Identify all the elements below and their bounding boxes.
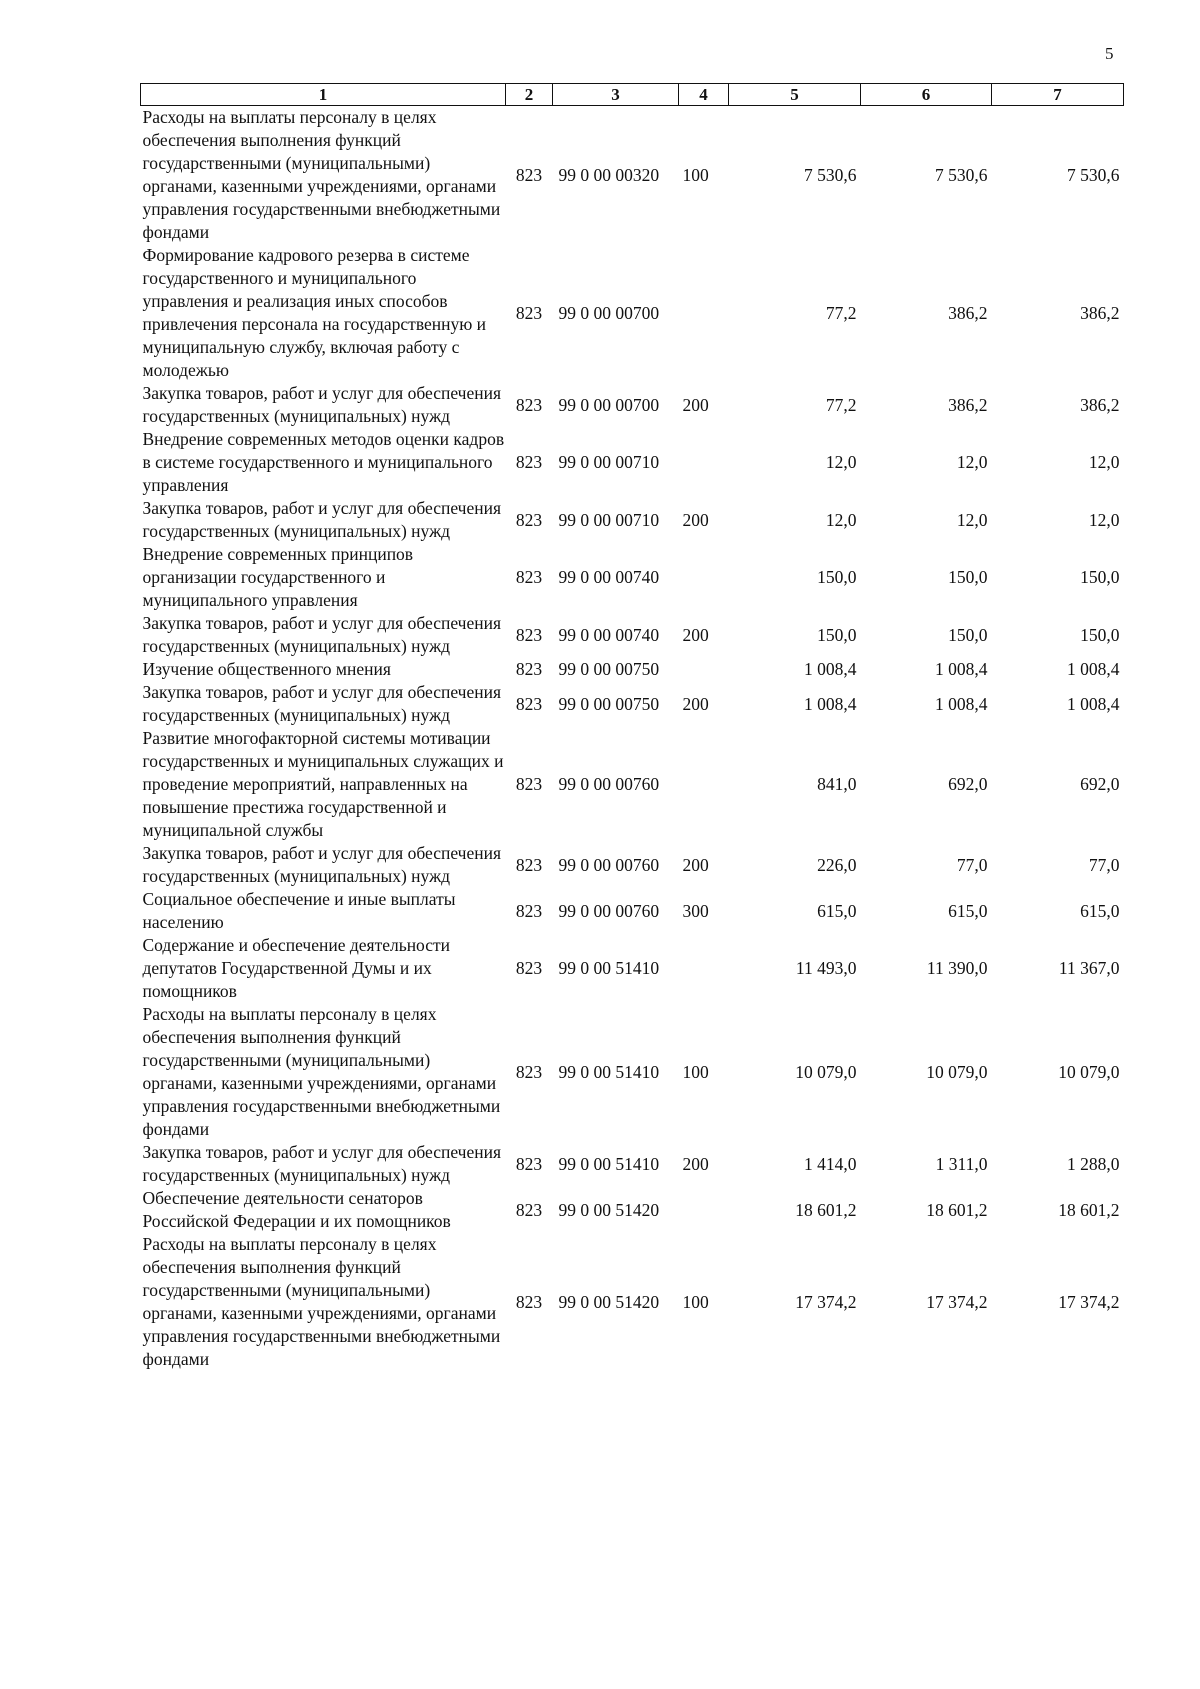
header-row: [141, 84, 1124, 106]
column-header-2: 2: [506, 84, 553, 106]
row-admin-code-cell: 823: [515, 693, 543, 714]
row-admin-code-cell: 823: [515, 164, 543, 185]
column-header-3: 3: [553, 84, 679, 106]
row-admin-code-cell: 823: [515, 958, 543, 978]
column-header-4: 4: [679, 84, 729, 106]
row-amount-col6-cell: 17 374,2: [926, 1291, 988, 1312]
row-amount-col5-cell: 77,2: [825, 302, 857, 323]
row-amount-col5-cell: 1 414,0: [804, 1153, 857, 1174]
row-amount-col6-cell: 7 530,6: [935, 164, 988, 185]
row-name-cell: Содержание и обеспечение деятельности депутатов Государственной Думы и их помощников: [142, 935, 451, 1001]
row-admin-code-cell: 823: [515, 302, 543, 323]
row-name-cell: Внедрение современных методов оценки кадров в системе государственного и муниципального управления: [142, 429, 505, 495]
row-target-article-cell: 99 0 00 00760: [558, 774, 660, 794]
row-admin-code-cell: 823: [515, 1061, 543, 1082]
column-header-5: 5: [729, 84, 861, 106]
table-row: [141, 244, 1124, 382]
row-amount-col5-cell: 12,0: [825, 452, 857, 472]
row-target-article-cell: 99 0 00 00320: [558, 164, 660, 185]
row-amount-col6-cell: 692,0: [948, 774, 988, 794]
row-admin-code-cell: 823: [515, 452, 543, 472]
row-amount-col6-cell: 1 008,4: [935, 659, 988, 679]
row-target-article-cell: 99 0 00 00700: [558, 394, 660, 415]
row-admin-code-cell: 823: [515, 659, 543, 679]
row-amount-col6-cell: 12,0: [956, 452, 988, 472]
row-amount-col5-cell: 17 374,2: [795, 1291, 857, 1312]
row-expense-type-cell: [679, 658, 729, 681]
row-name-cell: Обеспечение деятельности сенаторов Российской Федерации и их помощников: [142, 1188, 451, 1231]
row-admin-code-cell: 823: [515, 1291, 543, 1312]
row-amount-col7-cell: 386,2: [1080, 394, 1120, 415]
row-amount-col6-cell: 10 079,0: [926, 1061, 988, 1082]
row-name-cell: Закупка товаров, работ и услуг для обеспечения государственных (муниципальных) нужд: [142, 682, 502, 725]
row-name-cell: Развитие многофакторной системы мотивации государственных и муниципальных служащих и проведение мероприятий, направленных на повышение престижа государственной и муниципальной службы: [142, 728, 504, 840]
row-amount-col6-cell: 386,2: [948, 302, 988, 323]
table-row: [141, 382, 1124, 428]
row-amount-col7-cell: 1 288,0: [1067, 1153, 1120, 1174]
row-admin-code-cell: 823: [515, 567, 543, 587]
row-name-cell: Формирование кадрового резерва в системе государственного и муниципального управления и реализация иных способов привлечения персонала на государственную и муниципальную службу, включая работу с молодежью: [142, 245, 487, 380]
row-amount-col6-cell: 12,0: [956, 509, 988, 530]
row-expense-type-cell: [679, 1187, 729, 1233]
row-admin-code-cell: 823: [515, 509, 543, 530]
row-name-cell: Расходы на выплаты персоналу в целях обеспечения выполнения функций государственными (муниципальными) органами, казенными учреждениями, органами управления государственными внебюджетными фондами: [142, 1234, 501, 1369]
row-name-cell: Социальное обеспечение и иные выплаты населению: [142, 889, 456, 932]
row-target-article-cell: 99 0 00 51420: [558, 1291, 660, 1312]
row-name-cell: Закупка товаров, работ и услуг для обеспечения государственных (муниципальных) нужд: [142, 613, 502, 656]
row-amount-col6-cell: 150,0: [948, 624, 988, 645]
row-target-article-cell: 99 0 00 00760: [558, 900, 660, 921]
row-name-cell: Закупка товаров, работ и услуг для обеспечения государственных (муниципальных) нужд: [142, 843, 502, 886]
row-amount-col7-cell: 77,0: [1088, 854, 1120, 875]
row-amount-col7-cell: 17 374,2: [1058, 1291, 1120, 1312]
row-expense-type-cell: 200: [682, 509, 709, 530]
row-amount-col6-cell: 11 390,0: [926, 958, 988, 978]
column-header-7: 7: [992, 84, 1124, 106]
table-row: [141, 1003, 1124, 1141]
row-expense-type-cell: [679, 428, 729, 497]
row-amount-col7-cell: 11 367,0: [1058, 958, 1120, 978]
row-name-cell: Внедрение современных принципов организации государственного и муниципального управления: [142, 544, 414, 610]
row-amount-col7-cell: 150,0: [1080, 567, 1120, 587]
table-row: [141, 1187, 1124, 1233]
row-admin-code-cell: 823: [515, 774, 543, 794]
row-expense-type-cell: [679, 543, 729, 612]
row-amount-col6-cell: 615,0: [948, 900, 988, 921]
row-amount-col7-cell: 692,0: [1080, 774, 1120, 794]
row-name-cell: Расходы на выплаты персоналу в целях обеспечения выполнения функций государственными (муниципальными) органами, казенными учреждениями, органами управления государственными внебюджетными фондами: [142, 1004, 501, 1139]
table-row: [141, 1141, 1124, 1187]
row-target-article-cell: 99 0 00 00760: [558, 854, 660, 875]
row-target-article-cell: 99 0 00 00700: [558, 302, 660, 323]
column-header-1: 1: [141, 84, 506, 106]
row-amount-col5-cell: 10 079,0: [795, 1061, 857, 1082]
row-amount-col6-cell: 1 008,4: [935, 693, 988, 714]
row-expense-type-cell: 200: [682, 693, 709, 714]
row-target-article-cell: 99 0 00 00750: [558, 659, 660, 679]
row-amount-col5-cell: 226,0: [817, 854, 857, 875]
table-row: [141, 681, 1124, 727]
row-expense-type-cell: [679, 727, 729, 842]
row-name-cell: Расходы на выплаты персоналу в целях обеспечения выполнения функций государственными (муниципальными) органами, казенными учреждениями, органами управления государственными внебюджетными фондами: [142, 107, 501, 242]
row-name-cell: Закупка товаров, работ и услуг для обеспечения государственных (муниципальных) нужд: [142, 1142, 502, 1185]
table-row: [141, 1233, 1124, 1371]
row-name-cell: Закупка товаров, работ и услуг для обеспечения государственных (муниципальных) нужд: [142, 383, 502, 426]
row-amount-col6-cell: 77,0: [956, 854, 988, 875]
page-number: 5: [1105, 44, 1114, 63]
row-expense-type-cell: 100: [682, 1291, 709, 1312]
row-admin-code-cell: 823: [515, 624, 543, 645]
row-amount-col7-cell: 1 008,4: [1067, 693, 1120, 714]
row-amount-col7-cell: 18 601,2: [1058, 1199, 1120, 1220]
row-amount-col7-cell: 12,0: [1088, 452, 1120, 472]
row-amount-col5-cell: 11 493,0: [795, 958, 857, 978]
row-expense-type-cell: 200: [682, 394, 709, 415]
row-admin-code-cell: 823: [515, 854, 543, 875]
row-amount-col6-cell: 1 311,0: [935, 1153, 988, 1174]
row-expense-type-cell: 200: [682, 854, 709, 875]
table-row: [141, 543, 1124, 612]
table-row: [141, 497, 1124, 543]
row-admin-code-cell: 823: [515, 1153, 543, 1174]
row-admin-code-cell: 823: [515, 1199, 543, 1220]
row-amount-col7-cell: 150,0: [1080, 624, 1120, 645]
budget-table: [140, 83, 1124, 1371]
table-row: [141, 106, 1124, 245]
row-target-article-cell: 99 0 00 00750: [558, 693, 660, 714]
row-expense-type-cell: 100: [682, 164, 709, 185]
row-amount-col5-cell: 18 601,2: [795, 1199, 857, 1220]
row-amount-col5-cell: 841,0: [817, 774, 857, 794]
table-row: [141, 612, 1124, 658]
row-expense-type-cell: [679, 934, 729, 1003]
row-amount-col6-cell: 150,0: [948, 567, 988, 587]
row-target-article-cell: 99 0 00 00710: [558, 452, 660, 472]
row-amount-col7-cell: 386,2: [1080, 302, 1120, 323]
row-amount-col7-cell: 615,0: [1080, 900, 1120, 921]
table-row: [141, 934, 1124, 1003]
table-row: [141, 428, 1124, 497]
table-row: [141, 727, 1124, 842]
row-expense-type-cell: 300: [682, 900, 709, 921]
table-row: [141, 888, 1124, 934]
row-amount-col5-cell: 1 008,4: [804, 659, 857, 679]
row-amount-col5-cell: 150,0: [817, 624, 857, 645]
row-expense-type-cell: 100: [682, 1061, 709, 1082]
row-target-article-cell: 99 0 00 51410: [558, 1061, 660, 1082]
table-row: [141, 658, 1124, 681]
row-amount-col5-cell: 77,2: [825, 394, 857, 415]
row-amount-col5-cell: 7 530,6: [804, 164, 857, 185]
table-body: [141, 106, 1124, 1372]
row-amount-col6-cell: 18 601,2: [926, 1199, 988, 1220]
row-admin-code-cell: 823: [515, 900, 543, 921]
row-amount-col7-cell: 12,0: [1088, 509, 1120, 530]
row-expense-type-cell: [679, 244, 729, 382]
row-amount-col7-cell: 10 079,0: [1058, 1061, 1120, 1082]
row-target-article-cell: 99 0 00 51410: [558, 1153, 660, 1174]
row-amount-col5-cell: 615,0: [817, 900, 857, 921]
row-amount-col5-cell: 1 008,4: [804, 693, 857, 714]
row-name-cell: Изучение общественного мнения: [142, 659, 391, 679]
row-target-article-cell: 99 0 00 00710: [558, 509, 660, 530]
row-name-cell: Закупка товаров, работ и услуг для обеспечения государственных (муниципальных) нужд: [142, 498, 502, 541]
row-amount-col7-cell: 7 530,6: [1067, 164, 1120, 185]
column-header-6: 6: [861, 84, 992, 106]
row-amount-col5-cell: 150,0: [817, 567, 857, 587]
row-amount-col5-cell: 12,0: [825, 509, 857, 530]
row-target-article-cell: 99 0 00 51420: [558, 1199, 660, 1220]
row-target-article-cell: 99 0 00 51410: [558, 958, 660, 978]
row-expense-type-cell: 200: [682, 624, 709, 645]
row-amount-col7-cell: 1 008,4: [1067, 659, 1120, 679]
table-row: [141, 842, 1124, 888]
row-admin-code-cell: 823: [515, 394, 543, 415]
row-target-article-cell: 99 0 00 00740: [558, 624, 660, 645]
row-expense-type-cell: 200: [682, 1153, 709, 1174]
row-target-article-cell: 99 0 00 00740: [558, 567, 660, 587]
row-amount-col6-cell: 386,2: [948, 394, 988, 415]
